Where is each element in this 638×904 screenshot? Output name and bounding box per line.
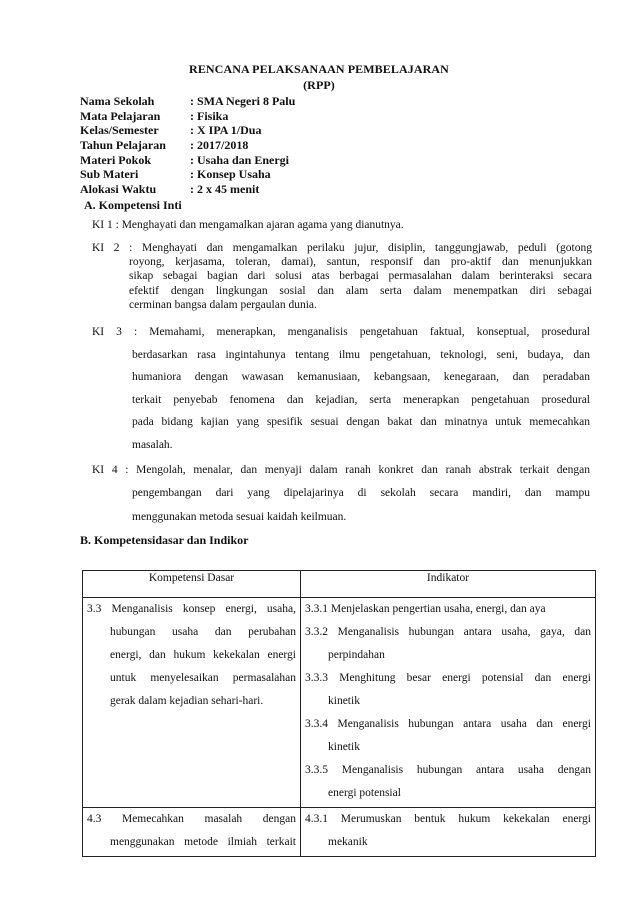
identity-row	[80, 167, 295, 182]
kd-line: untuk menyelesaikan permasalahan	[110, 672, 296, 684]
identity-row	[80, 94, 295, 109]
ki-3-line: KI 3 : Memahami, menerapkan, menganalisis pengetahuan faktual, konseptual, prosedural	[92, 326, 590, 338]
table-row	[83, 808, 596, 857]
identity-value: : X IPA 1/Dua	[190, 123, 262, 138]
ki-2-line: KI 2 : Menghayati dan mengamalkan perilaku jujur, disiplin, tanggungjawab, peduli (gotong	[92, 242, 592, 254]
ki-4	[92, 459, 590, 529]
indikator-line: mekanik	[328, 836, 368, 848]
column-header-indikator: Indikator	[301, 571, 596, 598]
indikator-line: 3.3.3 Menghitung besar energi potensial dan energi	[305, 672, 591, 684]
indikator-cell	[301, 808, 596, 857]
indikator-line: perpindahan	[328, 649, 385, 661]
identity-row	[80, 138, 295, 153]
ki-4-line: pengembangan dari yang dipelajarinya di sekolah secara mandiri, dan mampu	[132, 487, 590, 500]
identity-row	[80, 182, 295, 197]
identity-key: Materi Pokok	[80, 152, 151, 167]
ki-2-line: royong, kerjasama, toleran, damai), santun, responsif dan pro-aktif dan menunjukkan	[129, 256, 592, 269]
section-a-heading: A. Kompetensi Inti	[84, 198, 182, 212]
indikator-line: 3.3.5 Menganalisis hubungan antara usaha dengan	[305, 764, 591, 776]
identity-key: Tahun Pelajaran	[80, 138, 166, 153]
identity-key: Sub Materi	[80, 167, 139, 182]
table-header-row	[83, 571, 596, 598]
kd-indikator-table	[82, 570, 596, 857]
indikator-cell	[301, 598, 596, 808]
ki-3-line: terkait penyebab fenomena dan kejadian, serta menerapkan pengetahuan prosedural	[132, 393, 590, 406]
identity-value: : Fisika	[190, 108, 229, 123]
identity-row	[80, 109, 295, 124]
indikator-line: energi potensial	[328, 787, 401, 799]
indikator-line: kinetik	[328, 695, 360, 707]
kd-cell	[83, 598, 301, 808]
identity-value: : 2017/2018	[190, 138, 249, 153]
ki-3-line: humaniora dengan wawasan kemanusiaan, kebangsaan, kenegaraan, dan peradaban	[132, 371, 590, 383]
indikator-line: 3.3.1 Menjelaskan pengertian usaha, energi, dan aya	[305, 603, 546, 615]
ki-3	[92, 321, 590, 456]
ki-1: KI 1 : Menghayati dan mengamalkan ajaran agama yang dianutnya.	[92, 219, 404, 231]
ki-2-line: sikap sebagai bagian dari solusi atas berbagai permasalahan dalam berinteraksi secara	[129, 270, 592, 283]
kd-line: hubungan usaha dan perubahan	[110, 626, 296, 638]
indikator-line: kinetik	[328, 741, 360, 753]
identity-key: Nama Sekolah	[80, 94, 155, 108]
kd-line: gerak dalam kejadian sehari-hari.	[110, 695, 264, 707]
indikator-line: 3.3.2 Menganalisis hubungan antara usaha, gaya, dan	[305, 626, 591, 638]
kd-line: energi, dan hukum kekekalan energi	[110, 649, 296, 661]
identity-block	[80, 94, 295, 197]
indikator-line: 3.3.4 Menganalisis hubungan antara usaha dan energi	[305, 718, 591, 730]
kd-line: menggunakan metode ilmiah terkait	[110, 836, 296, 848]
ki-3-line: pada bidang kajian yang spesifik sesuai dengan bakat dan minatnya untuk memecahkan	[132, 416, 590, 428]
document-subtitle: (RPP)	[303, 78, 335, 92]
kd-cell	[83, 808, 301, 857]
ki-4-line: KI 4 : Mengolah, menalar, dan menyaji dalam ranah konkret dan ranah abstrak terkait dengan	[92, 464, 590, 476]
identity-value: : 2 x 45 menit	[190, 182, 260, 197]
identity-row	[80, 153, 295, 168]
ki-2-line: cerminan bangsa dalam pergaulan dunia.	[129, 298, 317, 311]
kd-line: 4.3 Memecahkan masalah dengan	[87, 813, 296, 825]
identity-key: Mata Pelajaran	[80, 108, 161, 123]
ki-4-line: menggunakan metoda sesuai kaidah keilmuan.	[132, 510, 347, 523]
column-header-kompetensi-dasar: Kompetensi Dasar	[83, 571, 301, 598]
indikator-line: 4.3.1 Merumuskan bentuk hukum kekekalan energi	[305, 813, 591, 825]
section-b-heading: B. Kompetensidasar dan Indikor	[80, 533, 249, 547]
ki-2	[92, 241, 592, 312]
identity-value: : SMA Negeri 8 Palu	[190, 94, 296, 108]
kd-line: 3.3 Menganalisis konsep energi, usaha,	[87, 603, 296, 615]
identity-key: Kelas/Semester	[80, 123, 159, 138]
identity-value: : Konsep Usaha	[190, 167, 271, 182]
identity-value: : Usaha dan Energi	[190, 152, 290, 167]
identity-key: Alokasi Waktu	[80, 182, 157, 197]
document-title: RENCANA PELAKSANAAN PEMBELAJARAN	[189, 62, 449, 76]
table-row	[83, 598, 596, 808]
ki-3-line: berdasarkan rasa ingintahunya tentang ilmu pengetahuan, teknologi, seni, budaya, dan	[132, 348, 590, 361]
ki-2-line: efektif dengan lingkungan sosial dan alam serta dalam menempatkan diri sebagai	[129, 284, 592, 297]
identity-row	[80, 123, 295, 138]
ki-3-line: masalah.	[132, 438, 173, 451]
